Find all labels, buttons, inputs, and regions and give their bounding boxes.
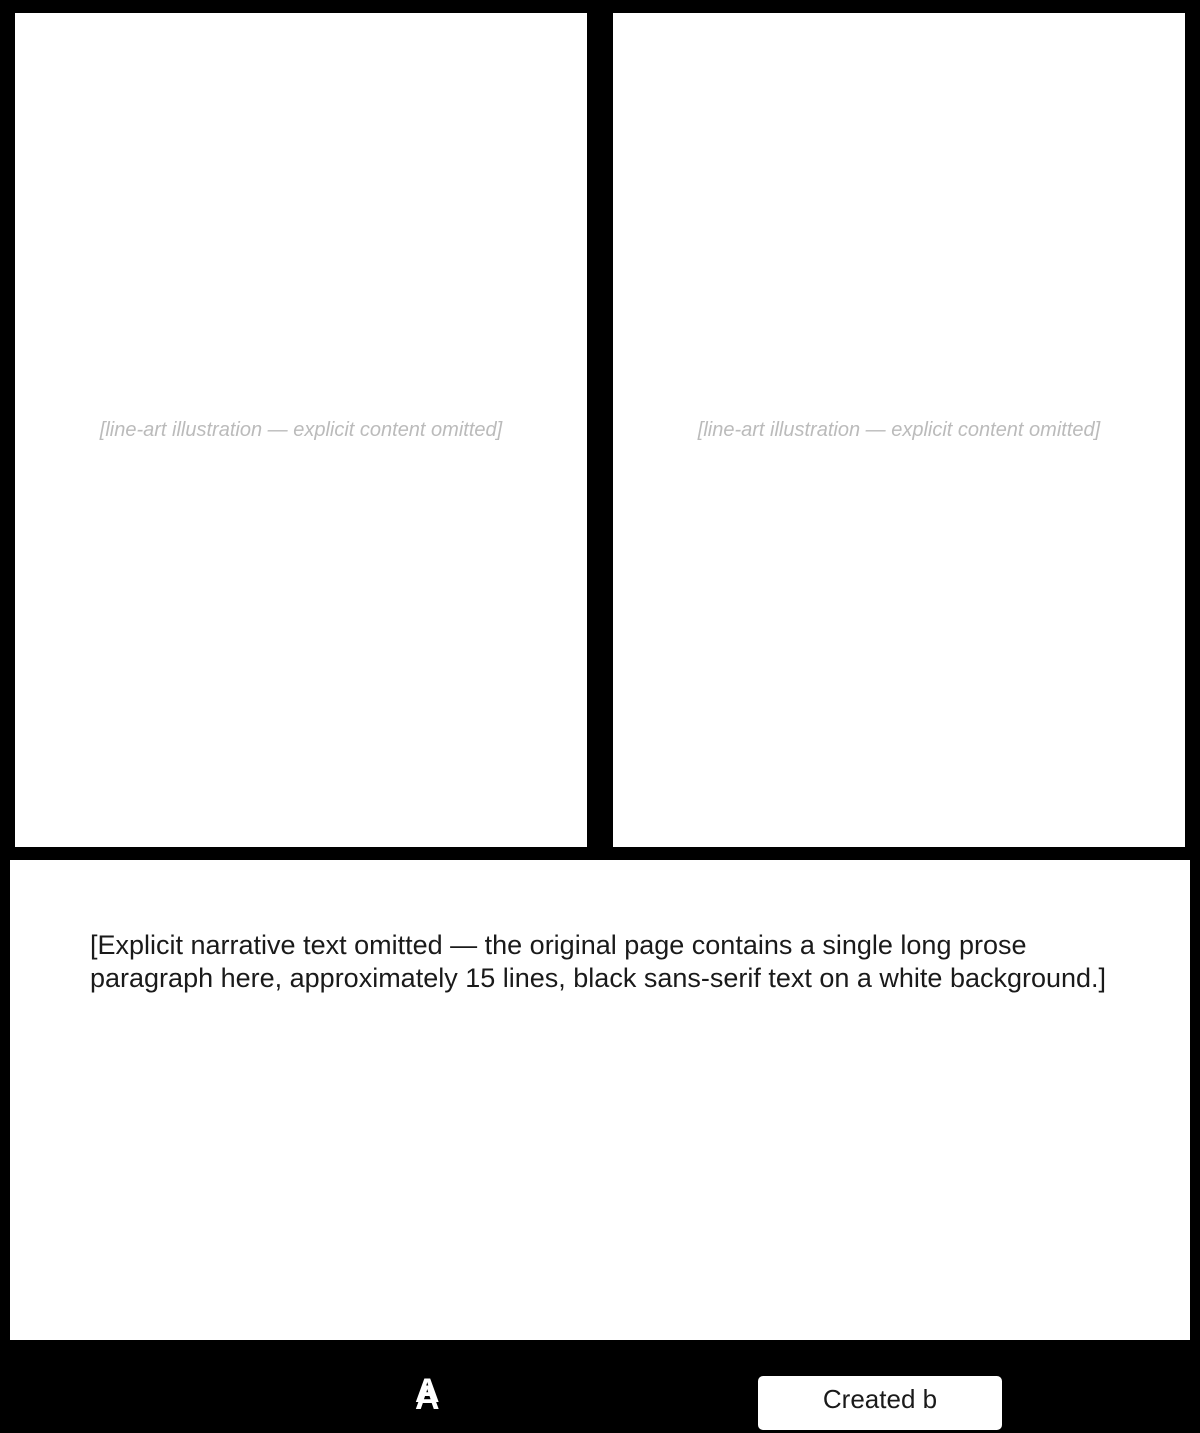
cutoff-text-fragment: A A: [415, 1372, 536, 1417]
panel-row: [10, 8, 1190, 852]
comic-panel-right: [608, 8, 1190, 852]
panel-right-redaction-note: [line-art illustration — explicit content omitted]: [697, 418, 1101, 441]
comic-panel-left: [10, 8, 592, 852]
credit-label: Created b: [822, 1384, 938, 1414]
bottom-strip: [0, 1340, 1200, 1417]
credit-box: [755, 1373, 1005, 1433]
narrative-text-box: [10, 860, 1190, 1340]
narrative-paragraph: [Explicit narrative text omitted — the original page contains a single long prose paragraph here, approximately 15 lines, black sans-serif text on a white background.]: [90, 930, 1107, 993]
panel-left-redaction-note: [line-art illustration — explicit content omitted]: [99, 418, 503, 441]
